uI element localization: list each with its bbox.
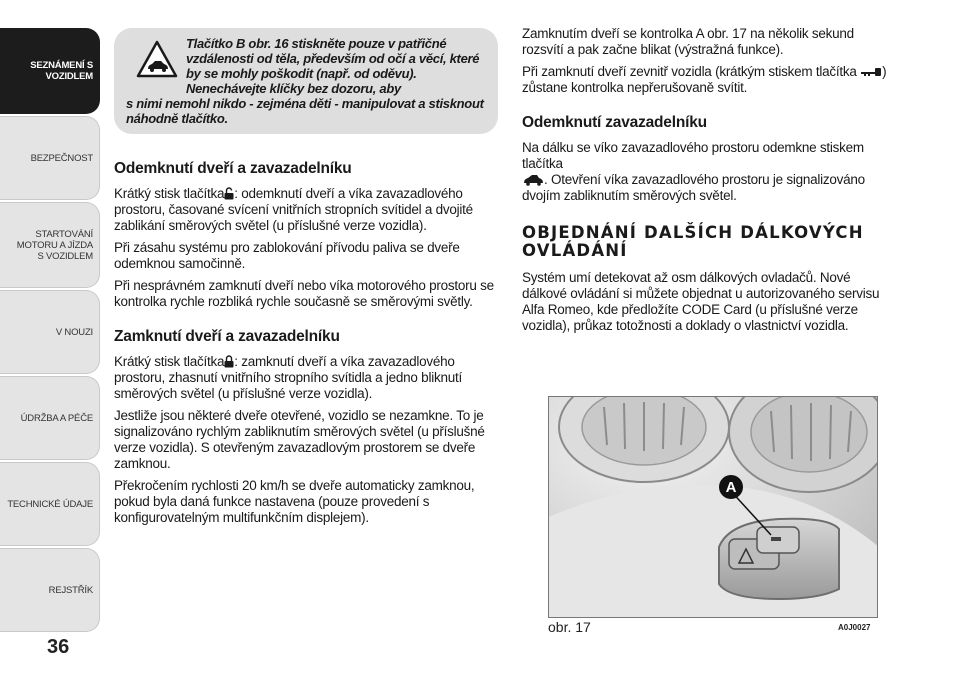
dashboard-illustration bbox=[549, 397, 878, 618]
warning-text-rest: s nimi nemohl nikdo - zejména děti - manipulovat a stisknout náhodně tlačítko. bbox=[126, 96, 484, 126]
tab-bezpecnost[interactable]: BEZPEČNOST bbox=[0, 116, 100, 200]
trunk-paragraph: Na dálku se víko zavazadlového prostoru odemkne stiskem tlačítka . Otevření víka zavazadlového prostoru je signalizováno dvojím zabliknutím směrových světel. bbox=[522, 140, 865, 203]
tab-udrzba-a-pece[interactable]: ÚDRŽBA A PÉČE bbox=[0, 376, 100, 460]
warning-triangle-icon bbox=[136, 40, 178, 78]
tab-v-nouzi[interactable]: V NOUZI bbox=[0, 290, 100, 374]
lock-icon bbox=[224, 355, 234, 368]
heading-order-remotes: OBJEDNÁNÍ DALŠÍCH DÁLKOVÝCH OVLÁDÁNÍ bbox=[522, 223, 864, 260]
trunk-icon bbox=[522, 173, 544, 186]
figure-code: A0J0027 bbox=[838, 623, 871, 632]
page-number: 36 bbox=[47, 636, 70, 658]
right-column bbox=[522, 26, 892, 334]
tab-seznameni-s-vozidlem[interactable]: SEZNÁMENÍ S VOZIDLEM bbox=[0, 28, 100, 114]
marker-a: A bbox=[719, 475, 743, 499]
tab-technicke-udaje[interactable]: TECHNICKÉ ÚDAJE bbox=[0, 462, 100, 546]
unlock-icon bbox=[224, 187, 234, 200]
lock-paragraph-2: Jestliže jsou některé dveře otevřené, vozidlo se nezamkne. To je signalizováno rychlým zabliknutím směrových světel (u příslušné verze vozidla). S otevřeným zavazadlovým prostorem se dveře zamknou. bbox=[114, 408, 485, 471]
unlock-paragraph-3: Při nesprávném zamknutí dveří nebo víka motorového prostoru se kontrolka rychle rozbliká rychle současně se směrovými světly. bbox=[114, 278, 494, 309]
warning-text-first: Tlačítko B obr. 16 stiskněte pouze v patřičné vzdálenosti od těla, především od očí a věcí, které by se mohly poškodit (např. od oděvu). Nenechávejte klíčky bez dozoru, aby bbox=[186, 36, 480, 96]
key-icon bbox=[860, 67, 882, 77]
warning-box bbox=[114, 28, 498, 134]
heading-unlock: Odemknutí dveří a zavazadelníku bbox=[114, 160, 352, 177]
lock-paragraph-3: Překročením rychlosti 20 km/h se dveře automaticky zamknou, pokud byla daná funkce nastavena (pouze provedení s konfigurovatelným multifunkčním displejem). bbox=[114, 478, 475, 525]
tab-rejstrik[interactable]: REJSTŘÍK bbox=[0, 548, 100, 632]
figure-caption: obr. 17 bbox=[548, 619, 591, 635]
left-column bbox=[114, 160, 500, 526]
lock-paragraph-1: Krátký stisk tlačítka : zamknutí dveří a víka zavazadlového prostoru, zhasnutí vnitřního stropního svítidla a jedno bliknutí směrových světel (u příslušné verze vozidla). bbox=[114, 354, 462, 401]
order-paragraph: Systém umí detekovat až osm dálkových ovladačů. Nové dálkové ovládání si můžete objednat u autorizovaného servisu Alfa Romeo, kde předložíte CODE Card (u příslušné verze vozidla), průkaz totožnosti a doklady o vlastnictví vozidla. bbox=[522, 270, 880, 333]
heading-lock: Zamknutí dveří a zavazadelníku bbox=[114, 328, 340, 345]
figure-dashboard-photo bbox=[548, 396, 878, 618]
right-paragraph-2: Při zamknutí dveří zevnitř vozidla (krátkým stiskem tlačítka ) zůstane kontrolka nepřerušovaně svítit. bbox=[522, 64, 887, 95]
heading-trunk-unlock: Odemknutí zavazadelníku bbox=[522, 114, 707, 131]
tab-startovani[interactable]: STARTOVÁNÍ MOTORU A JÍZDA S VOZIDLEM bbox=[0, 202, 100, 288]
right-paragraph-1: Zamknutím dveří se kontrolka A obr. 17 na několik sekund rozsvítí a pak začne blikat (výstražná funkce). bbox=[522, 26, 854, 57]
unlock-paragraph-1: Krátký stisk tlačítka : odemknutí dveří a víka zavazadlového prostoru, časované svícení vnitřních stropních svítidel a dvojité zablikání směrových světel (u příslušné verze vozidla). bbox=[114, 186, 473, 233]
unlock-paragraph-2: Při zásahu systému pro zablokování přívodu paliva se dveře odemknou samočinně. bbox=[114, 240, 460, 271]
